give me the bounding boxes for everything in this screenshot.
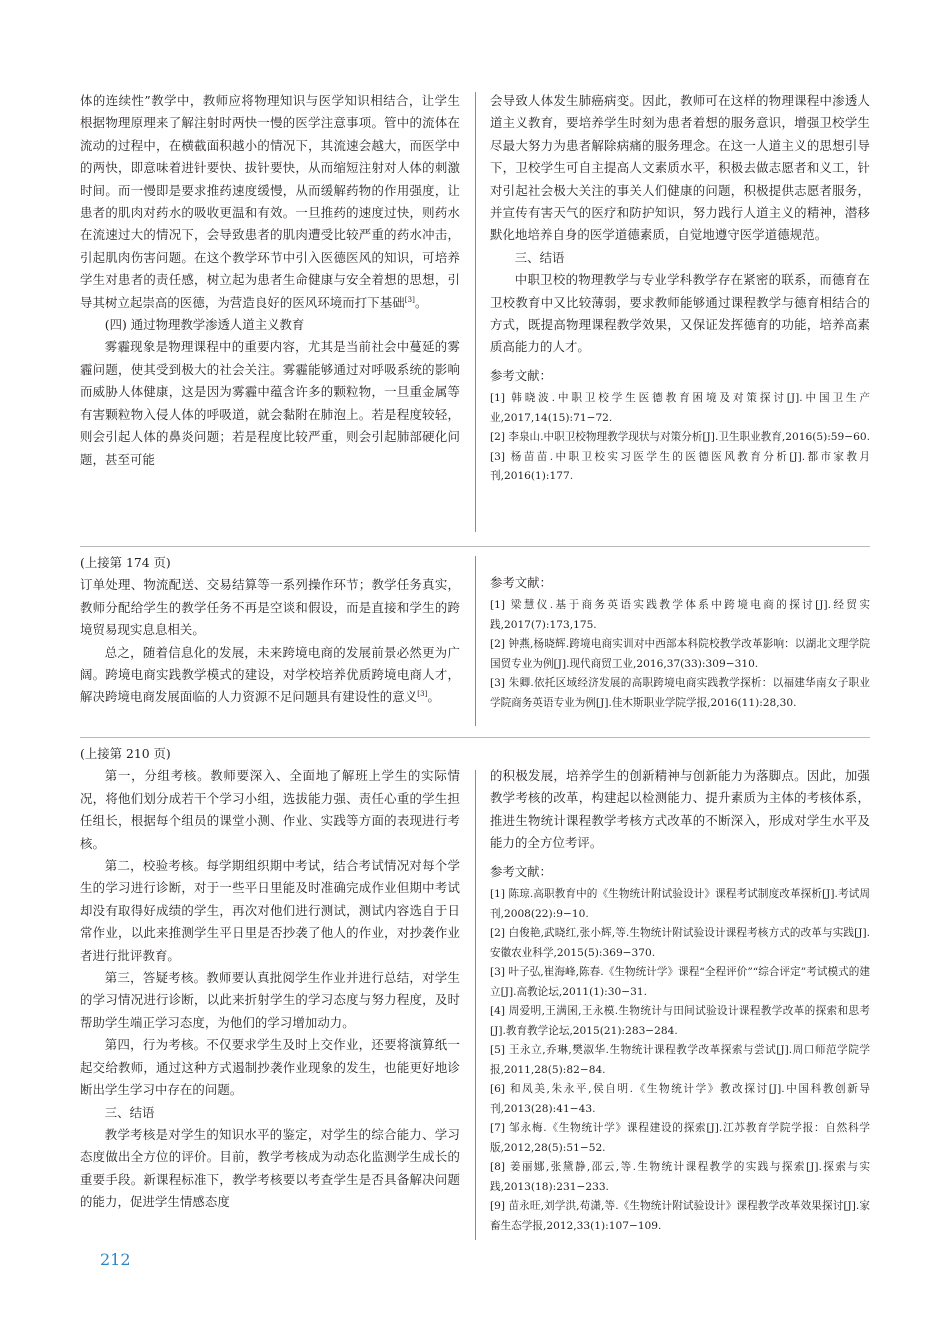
reference-item: [2] 白俊艳,武晓红,张小辉,等.生物统计附试验设计课程考核方式的改革与实践[J].安徽农业科学,2015(5):369−370. (490, 927, 870, 959)
body-paragraph: 雾霾现象是物理课程中的重要内容，尤其是当前社会中蔓延的雾霾问题，使其受到极大的社会关注。雾霾能够通过对呼吸系统的影响而威胁人体健康，这是因为雾霾中蕴含许多的颗粒物，一旦重金属等有害颗粒物入侵人体的呼吸道，就会黏附在肺泡上。若是程度较轻，则会引起人体的鼻炎问题；若是程度比较严重，则会引起肺部硬化问题，甚至可能 (80, 339, 460, 467)
continued-from-note: (上接第 174 页) (80, 555, 171, 570)
section2-right-column (490, 566, 870, 713)
body-paragraph: 教学考核是对学生的知识水平的鉴定，对学生的综合能力、学习态度做出全方位的评价。目前，教学考核成为动态化监测学生成长的重要手段。新课程标准下，教学考核要以考查学生是否具备解决问题的能力，促进学生情感态度 (80, 1126, 460, 1210)
paragraph-text: 体的连续性”教学中，教师应将物理知识与医学知识相结合，让学生根据物理原理来了解注射时两快一慢的医学注意事项。管中的流体在流动的过程中，在横截面积越小的情况下，其流速会越大，而医学中的两快，即意味着进针要快、拔针要快，从而缩短注射对人体的刺激时间。而一慢即是要求推药速度缓慢，从而缓解药物的作用强度，让患者的肌肉对药水的吸收更温和有效。一旦推药的速度过快，则药水在流速过大的情况下，会导致患者的肌肉遭受比较严重的药水冲击，引起肌肉伤害问题。在这个教学环节中引入医德医风的知识，可培养学生对患者的责任感，树立起为患者生命健康与安全着想的思想，引导其树立起崇高的医德，为营造良好的医风环境而打下基础 (80, 93, 460, 310)
reference-item: [1] 梁慧仪.基于商务英语实践教学体系中跨境电商的探讨[J].经贸实践,2017(7):173,175. (490, 599, 870, 631)
paragraph-text: 总之，随着信息化的发展，未来跨境电商的发展前景必然更为广阔。跨境电商实践教学模式的建设，对学校培养优质跨境电商人才，解决跨境电商发展面临的人力资源不足问题具有建设性的意义 (80, 644, 460, 705)
punctuation: 。 (427, 689, 440, 705)
citation-mark: [3] (417, 690, 428, 699)
section-heading: (四) 通过物理教学渗透人道主义教育 (104, 317, 305, 333)
reference-item: [3] 杨苗苗.中职卫校实习医学生的医德医风教育分析[J].都市家教月刊,2016(1):177. (490, 450, 870, 483)
references-title: 参考文献： (490, 575, 552, 590)
references-title: 参考文献： (490, 367, 552, 383)
reference-item: [5] 王永立,乔琳,樊淑华.生物统计课程教学改革探索与尝试[J].周口师范学院学报,2011,28(5):82−84. (490, 1044, 870, 1076)
body-paragraph: 第一，分组考核。教师要深入、全面地了解班上学生的实际情况，将他们划分成若干个学习小组，选拔能力强、责任心重的学生担任组长，根据每个组员的课堂小测、作业、实践等方面的表现进行考核。 (80, 768, 460, 851)
section-heading: 三、结语 (514, 249, 565, 265)
continued-from-note: (上接第 210 页) (80, 746, 171, 761)
reference-item: [2] 钟燕,杨晓辉.跨境电商实训对中西部本科院校教学改革影响：以湖北文理学院国贸专业为例[J].现代商贸工业,2016,37(33):309−310. (490, 638, 870, 670)
section3-left-column (80, 743, 460, 1214)
references-title: 参考文献： (490, 863, 552, 879)
punctuation: 。 (414, 294, 428, 310)
reference-item: [3] 叶子弘,崔海峰,陈春.《生物统计学》课程“全程评价”“综合评定”考试模式的建立[J].高教论坛,2011(1):30−31. (490, 966, 870, 998)
section3-right-column (490, 765, 870, 1236)
reference-item: [4] 周爱明,王满囷,王永模.生物统计与田间试验设计课程教学改革的探索和思考[J].教育教学论坛,2015(21):283−284. (490, 1005, 870, 1037)
body-paragraph: 订单处理、物流配送、交易结算等一系列操作环节；教学任务真实，教师分配给学生的教学任务不再是空谈和假设，而是直接和学生的跨境贸易现实息息相关。 (80, 577, 460, 638)
reference-item: [9] 苗永旺,刘学洪,苟潇,等.《生物统计附试验设计》课程教学改革效果探讨[J].家畜生态学报,2012,33(1):107−109. (490, 1200, 870, 1232)
section1-right-column (490, 90, 870, 487)
section1-left-column (80, 90, 460, 471)
reference-item: [2] 李泉山.中职卫校物理教学现状与对策分析[J].卫生职业教育,2016(5):59−60. (490, 431, 870, 444)
body-paragraph: 第二，校验考核。每学期组织期中考试，结合考试情况对每个学生的学习进行诊断，对于一些平日里能及时准确完成作业但期中考试却没有取得好成绩的学生，再次对他们进行测试，测试内容选自于日常作业，以此来推测学生平日里是否抄袭了他人的作业，对抄袭作业者进行批评教育。 (80, 858, 460, 963)
reference-item: [6] 和凤美,朱永平,侯自明.《生物统计学》教改探讨[J].中国科教创新导刊,2013(28):41−43. (490, 1083, 870, 1115)
body-paragraph (80, 90, 460, 314)
section-heading: 三、结语 (104, 1104, 155, 1120)
reference-item: [8] 姜丽娜,张黛静,邵云,等.生物统计课程教学的实践与探索[J].探索与实践,2013(18):231−233. (490, 1161, 870, 1193)
column-divider (475, 770, 476, 1240)
body-paragraph: 第三，答疑考核。教师要认真批阅学生作业并进行总结，对学生的学习情况进行诊断，以此来折射学生的学习态度与努力程度，及时帮助学生端正学习态度，为他们的学习增加动力。 (80, 970, 460, 1030)
section2-left-column (80, 552, 460, 709)
citation-mark: [3] (404, 295, 415, 304)
section-separator (80, 737, 870, 738)
reference-item: [3] 朱卿.依托区域经济发展的高职跨境电商实践教学探析：以福建华南女子职业学院商务英语专业为例[J].佳木斯职业学院学报,2016(11):28,30. (490, 677, 870, 709)
body-paragraph: 的积极发展，培养学生的创新精神与创新能力为落脚点。因此，加强教学考核的改革，构建起以检测能力、提升素质为主体的考核体系，推进生物统计课程教学考核方式改革的不断深入，形成对学生水平及能力的全方位考评。 (490, 768, 870, 851)
section-separator (80, 546, 870, 547)
page-number: 212 (100, 1250, 131, 1269)
body-paragraph: 会导致人体发生肺癌病变。因此，教师可在这样的物理课程中渗透人道主义教育，要培养学生时刻为患者着想的服务意识，增强卫校学生尽最大努力为患者解除病痛的服务理念。在这一人道主义的思想引导下，卫校学生可自主提高人文素质水平，积极去做志愿者和义工，针对引起社会极大关注的事关人们健康的问题，积极提供志愿者服务，并宣传有害天气的医疗和防护知识，努力践行人道主义的精神，潜移默化地培养自身的医学道德素质，自觉地遵守医学道德规范。 (490, 93, 870, 243)
column-divider (475, 92, 476, 532)
body-paragraph: 中职卫校的物理教学与专业学科教学存在紧密的联系，而德育在卫校教育中又比较薄弱，要求教师能够通过课程教学与德育相结合的方式，既提高物理课程教学效果，又保证发挥德育的功能，培养高素质高能力的人才。 (490, 272, 870, 355)
reference-item: [1] 韩晓波.中职卫校学生医德教育困境及对策探讨[J].中国卫生产业,2017,14(15):71−72. (490, 392, 870, 424)
column-divider (475, 556, 476, 726)
reference-item: [1] 陈琼.高职教育中的《生物统计附试验设计》课程考试制度改革探析[J].考试周刊,2008(22):9−10. (490, 888, 870, 920)
body-paragraph (80, 642, 460, 709)
reference-item: [7] 邹永梅.《生物统计学》课程建设的探索[J].江苏教育学院学报：自然科学版,2012,28(5):51−52. (490, 1122, 870, 1154)
body-paragraph: 第四，行为考核。不仅要求学生及时上交作业，还要将演算纸一起交给教师，通过这种方式遏制抄袭作业现象的发生，也能更好地诊断出学生学习中存在的问题。 (80, 1037, 460, 1098)
